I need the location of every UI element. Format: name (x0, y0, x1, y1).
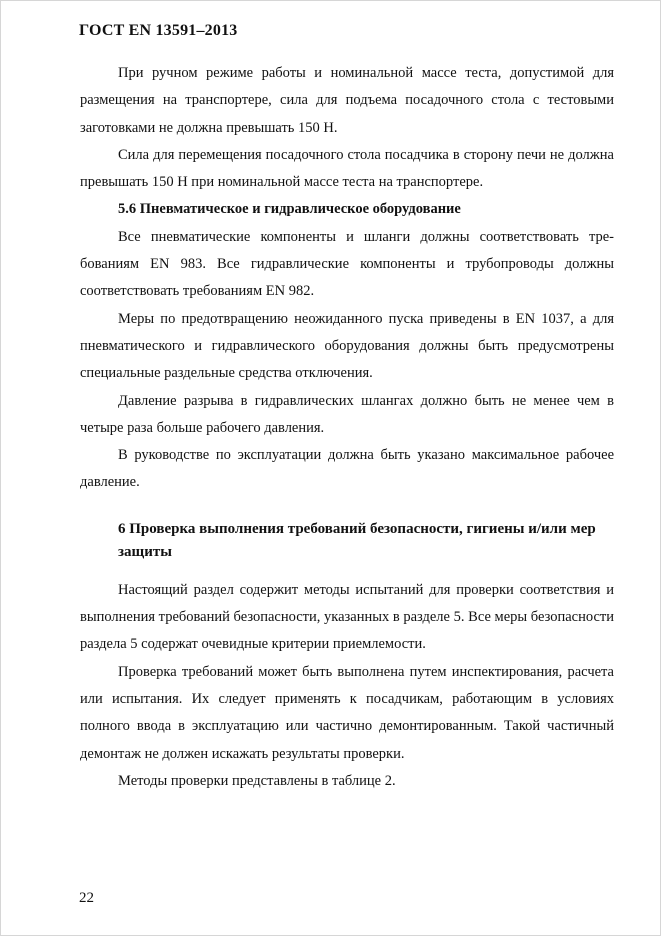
paragraph-section-intro: Настоящий раздел содержит методы испытаний для проверки соответствия и выполнения требований безопасности, указанных в разделе 5. Все меры безопасности раздела 5 содержат очевидные критерии приемлемости. (80, 581, 614, 653)
paragraph-table-reference: Методы проверки представлены в таблице 2. (118, 772, 396, 789)
page-number: 22 (79, 890, 94, 906)
page-content (80, 60, 614, 795)
paragraph-verification-methods: Проверка требований может быть выполнена путем инспектирования, расчета или испытания. Их следует применять к посадчикам, работающим в условиях полного ввода в эксплуатацию или частично демонтированным. Такой частичный демонтаж не должен искажать результаты проверки. (80, 663, 614, 762)
subsection-title: 5.6 Пневматическое и гидравлическое оборудование (118, 201, 461, 218)
paragraph-burst-pressure: Давление разрыва в гидравлических шлангах должно быть не менее чем в четыре раза больше рабочего давления. (80, 392, 614, 436)
section-title: 6 Проверка выполнения требований безопасности, гигиены и/или мер защиты (118, 520, 596, 560)
document-header: ГОСТ EN 13591–2013 (79, 22, 238, 39)
paragraph-move-force: Сила для перемещения посадочного стола посадчика в сторону печи не должна превышать 150 Н при номинальной массе теста на транспортере. (80, 146, 614, 191)
paragraph-lift-force: При ручном режиме работы и номинальной массе теста, допустимой для размещения на транспортере, сила для подъема посадочного стола с тестовыми заготовками не должна превышать 150 Н. (80, 65, 614, 136)
paragraph-pneumatic-components: Все пневматические компоненты и шланги должны соответствовать требованиям EN 983. Все гидравлические компоненты и трубопроводы должны соответствовать требованиям EN 982. (80, 228, 614, 300)
paragraph-unexpected-start: Меры по предотвращению неожиданного пуска приведены в EN 1037, а для пневматического и гидравлического оборудования должны быть предусмотрены специальные раздельные средства отключения. (80, 310, 614, 382)
paragraph-max-pressure: В руководстве по эксплуатации должна быть указано максимальное рабочее давление. (80, 447, 614, 491)
